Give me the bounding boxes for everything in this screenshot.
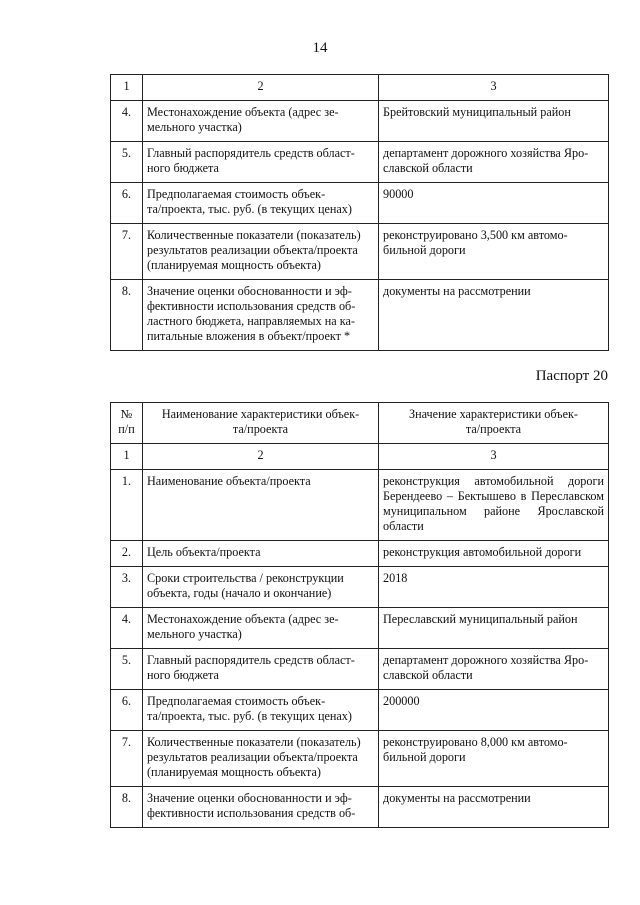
characteristic-name: Количественные показатели (показатель) результатов реализации объекта/проекта (планируемая мощность объекта) [143, 224, 379, 280]
characteristic-value: 90000 [379, 183, 609, 224]
row-number: 5. [111, 142, 143, 183]
characteristic-value: документы на рассмотрении [379, 787, 609, 828]
characteristic-value: 2018 [379, 567, 609, 608]
column-number: 2 [143, 75, 379, 101]
characteristic-name: Количественные показатели (показатель) результатов реализации объекта/проекта (планируемая мощность объекта) [143, 731, 379, 787]
table-row [111, 470, 609, 541]
row-number: 6. [111, 183, 143, 224]
column-number-row [111, 444, 609, 470]
characteristic-value: документы на рассмотрении [379, 280, 609, 351]
characteristic-name: Наименование объекта/проекта [143, 470, 379, 541]
column-number: 3 [379, 444, 609, 470]
row-number: 7. [111, 224, 143, 280]
characteristic-name: Значение оценки обоснованности и эф- фективности использования средств об- [143, 787, 379, 828]
passport-title: Паспорт 20 [535, 368, 608, 384]
row-number: 4. [111, 101, 143, 142]
characteristic-name: Главный распорядитель средств област- ного бюджета [143, 142, 379, 183]
table-row [111, 690, 609, 731]
characteristic-name: Цель объекта/проекта [143, 541, 379, 567]
characteristic-value: Переславский муниципальный район [379, 608, 609, 649]
characteristic-value: реконструкция автомобильной дороги [379, 541, 609, 567]
row-number: 3. [111, 567, 143, 608]
characteristic-value: реконструкция автомобильной дороги Берендеево – Бектышево в Переславском муниципальном районе Ярославской области [379, 470, 609, 541]
characteristic-name: Местонахождение объекта (адрес зе- мельного участка) [143, 608, 379, 649]
row-number: 2. [111, 541, 143, 567]
column-number: 3 [379, 75, 609, 101]
row-number: 8. [111, 280, 143, 351]
table-row [111, 280, 609, 351]
table-row [111, 183, 609, 224]
page-number: 14 [312, 40, 328, 56]
column-number: 1 [111, 75, 143, 101]
row-number: 8. [111, 787, 143, 828]
passport-20-table [110, 402, 609, 828]
table-row [111, 541, 609, 567]
table-row [111, 649, 609, 690]
table-row [111, 608, 609, 649]
column-number: 2 [143, 444, 379, 470]
characteristic-value: департамент дорожного хозяйства Яро- славской области [379, 649, 609, 690]
table-row [111, 567, 609, 608]
row-number: 1. [111, 470, 143, 541]
column-number-row [111, 75, 609, 101]
passport-19-continuation-table [110, 74, 609, 351]
characteristic-value: реконструировано 3,500 км автомо- бильной дороги [379, 224, 609, 280]
characteristic-name: Значение оценки обоснованности и эф- фективности использования средств об- ластного бюджета, направляемых на ка- питальные вложения в объект/проект * [143, 280, 379, 351]
characteristic-value: Брейтовский муниципальный район [379, 101, 609, 142]
table-row [111, 224, 609, 280]
table-row [111, 787, 609, 828]
characteristic-value: 200000 [379, 690, 609, 731]
header-row-number: № п/п [111, 403, 143, 444]
characteristic-name: Сроки строительства / реконструкции объекта, годы (начало и окончание) [143, 567, 379, 608]
header-row [111, 403, 609, 444]
characteristic-name: Главный распорядитель средств област- ного бюджета [143, 649, 379, 690]
header-characteristic-value: Значение характеристики объек- та/проекта [379, 403, 609, 444]
characteristic-name: Местонахождение объекта (адрес зе- мельного участка) [143, 101, 379, 142]
characteristic-name: Предполагаемая стоимость объек- та/проекта, тыс. руб. (в текущих ценах) [143, 183, 379, 224]
table-row [111, 142, 609, 183]
row-number: 5. [111, 649, 143, 690]
characteristic-name: Предполагаемая стоимость объек- та/проекта, тыс. руб. (в текущих ценах) [143, 690, 379, 731]
row-number: 7. [111, 731, 143, 787]
table-row [111, 731, 609, 787]
column-number: 1 [111, 444, 143, 470]
header-characteristic-name: Наименование характеристики объек- та/проекта [143, 403, 379, 444]
row-number: 4. [111, 608, 143, 649]
table-row [111, 101, 609, 142]
row-number: 6. [111, 690, 143, 731]
characteristic-value: департамент дорожного хозяйства Яро- славской области [379, 142, 609, 183]
characteristic-value: реконструировано 8,000 км автомо- бильной дороги [379, 731, 609, 787]
